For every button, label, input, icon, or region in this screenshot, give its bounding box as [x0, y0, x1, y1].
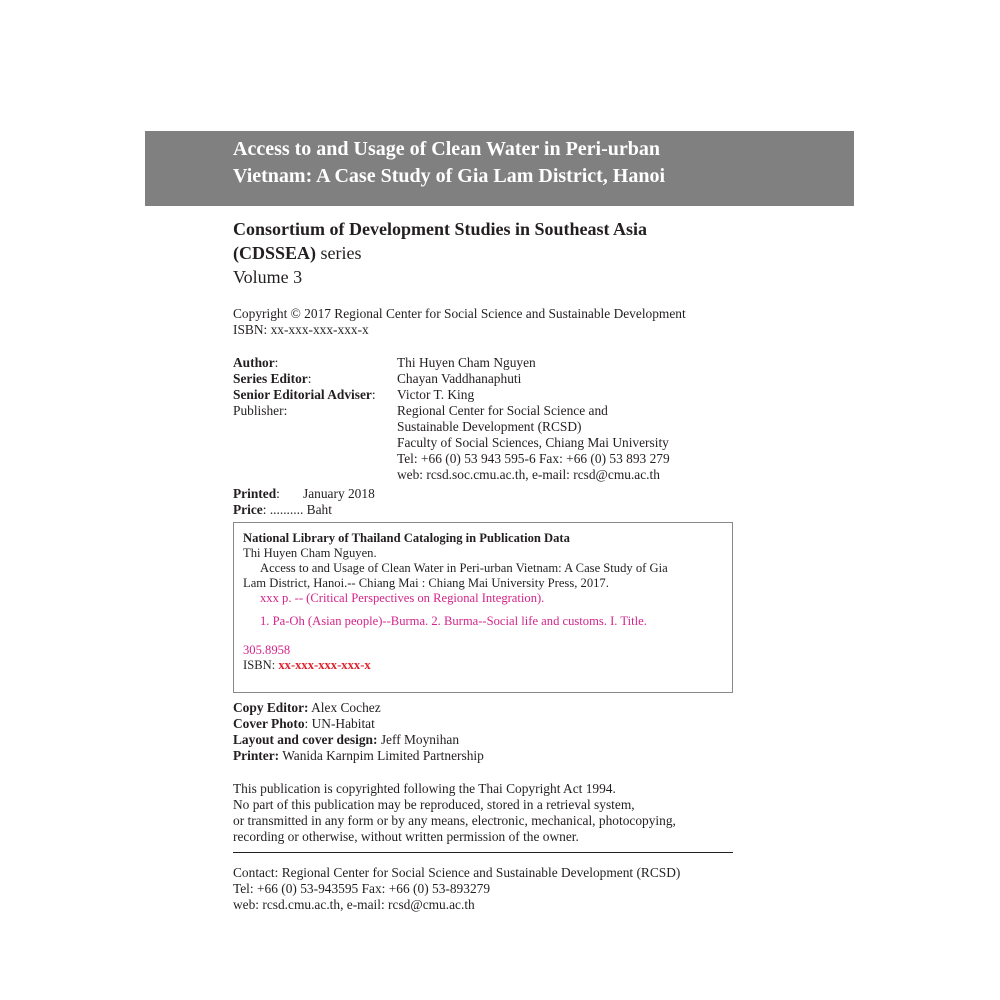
- title-banner: [145, 131, 854, 206]
- publisher-line: Tel: +66 (0) 53 943 595-6 Fax: +66 (0) 53 893 279: [397, 451, 670, 466]
- credit-row-adviser: Senior Editorial Adviser: Victor T. King: [233, 387, 793, 403]
- publisher-key: Publisher:: [233, 403, 288, 418]
- printer-row: [233, 748, 793, 764]
- series-info: [233, 217, 647, 289]
- series-volume: Volume 3: [233, 267, 303, 287]
- copyright-isbn: ISBN: xx-xxx-xxx-xxx-x: [233, 322, 369, 337]
- price-key: Price: [233, 502, 263, 517]
- publisher-value: [397, 403, 793, 483]
- printed-value: January 2018: [303, 486, 375, 501]
- price-row: Price: .......... Baht: [233, 502, 332, 517]
- credit-row-publisher: [233, 403, 793, 483]
- publisher-line: Faculty of Social Sciences, Chiang Mai University: [397, 435, 669, 450]
- adviser-value: Victor T. King: [397, 387, 475, 402]
- copy-editor-row: [233, 700, 793, 716]
- copy-editor-key: Copy Editor:: [233, 700, 309, 715]
- publisher-line: web: rcsd.soc.cmu.ac.th, e-mail: rcsd@cmu.ac.th: [397, 467, 660, 482]
- cataloging-isbn: [243, 658, 723, 673]
- cataloging-class-number: 305.8958: [243, 643, 291, 657]
- contact-line: Contact: Regional Center for Social Science and Sustainable Development (RCSD): [233, 865, 681, 880]
- publisher-line: Sustainable Development (RCSD): [397, 419, 582, 434]
- credit-row-author: Author: Thi Huyen Cham Nguyen: [233, 355, 793, 371]
- cataloging-title-line-1: Access to and Usage of Clean Water in Peri-urban Vietnam: A Case Study of Gia: [260, 561, 668, 575]
- series-editor-key: Series Editor: [233, 371, 308, 386]
- rights-line: or transmitted in any form or by any means, electronic, mechanical, photocopying,: [233, 813, 676, 828]
- series-editor-value: Chayan Vaddhanaphuti: [397, 371, 522, 386]
- rights-notice: [233, 781, 733, 845]
- cataloging-title-line-2: Lam District, Hanoi.-- Chiang Mai : Chiang Mai University Press, 2017.: [243, 576, 609, 590]
- printed-row: Printed: January 2018: [233, 486, 375, 501]
- series-name-line-1: Consortium of Development Studies in Southeast Asia: [233, 219, 648, 239]
- copyright-block: [233, 306, 793, 338]
- cataloging-author: Thi Huyen Cham Nguyen.: [243, 546, 377, 560]
- cataloging-pages: xxx p. -- (Critical Perspectives on Regional Integration).: [260, 591, 545, 605]
- rights-line: recording or otherwise, without written permission of the owner.: [233, 829, 579, 844]
- cataloging-subjects: 1. Pa-Oh (Asian people)--Burma. 2. Burma--Social life and customs. I. Title.: [260, 614, 647, 628]
- series-acronym: (CDSSEA): [233, 243, 317, 263]
- book-title-line-2: Vietnam: A Case Study of Gia Lam District, Hanoi: [233, 165, 666, 187]
- price-value: .......... Baht: [269, 502, 332, 517]
- contact-line: Tel: +66 (0) 53-943595 Fax: +66 (0) 53-893279: [233, 881, 491, 896]
- printer-key: Printer:: [233, 748, 280, 763]
- credit-row-series-editor: Series Editor: Chayan Vaddhanaphuti: [233, 371, 793, 387]
- cover-photo-row: Cover Photo: UN-Habitat: [233, 716, 375, 731]
- divider: [233, 852, 733, 853]
- cover-photo-key: Cover Photo: [233, 716, 305, 731]
- series-word: series: [316, 243, 362, 263]
- production-credits: [233, 700, 793, 764]
- layout-value: Jeff Moynihan: [380, 732, 460, 747]
- publisher-line: Regional Center for Social Science and: [397, 403, 608, 418]
- rights-line: No part of this publication may be reproduced, stored in a retrieval system,: [233, 797, 635, 812]
- copyright-notice: Copyright © 2017 Regional Center for Social Science and Sustainable Development: [233, 306, 686, 321]
- copy-editor-value: Alex Cochez: [311, 700, 381, 715]
- cataloging-box: [233, 522, 733, 693]
- author-key: Author: [233, 355, 275, 370]
- adviser-key: Senior Editorial Adviser: [233, 387, 372, 402]
- contact-line: web: rcsd.cmu.ac.th, e-mail: rcsd@cmu.ac.th: [233, 897, 475, 912]
- cataloging-isbn-label: ISBN:: [243, 658, 279, 672]
- author-value: Thi Huyen Cham Nguyen: [397, 355, 536, 370]
- series-name-line-2: [233, 241, 647, 265]
- printed-key: Printed: [233, 486, 277, 501]
- print-info: [233, 486, 375, 518]
- book-title: [233, 136, 843, 190]
- contact-block: [233, 865, 793, 913]
- credits-block: [233, 355, 793, 483]
- cataloging-heading: National Library of Thailand Cataloging in Publication Data: [243, 531, 570, 545]
- layout-row: [233, 732, 793, 748]
- printer-value: Wanida Karnpim Limited Partnership: [282, 748, 484, 763]
- cover-photo-value: UN-Habitat: [311, 716, 375, 731]
- rights-line: This publication is copyrighted following the Thai Copyright Act 1994.: [233, 781, 616, 796]
- book-title-line-1: Access to and Usage of Clean Water in Peri-urban: [233, 138, 661, 160]
- cataloging-isbn-value: xx-xxx-xxx-xxx-x: [278, 658, 371, 672]
- layout-key: Layout and cover design:: [233, 732, 378, 747]
